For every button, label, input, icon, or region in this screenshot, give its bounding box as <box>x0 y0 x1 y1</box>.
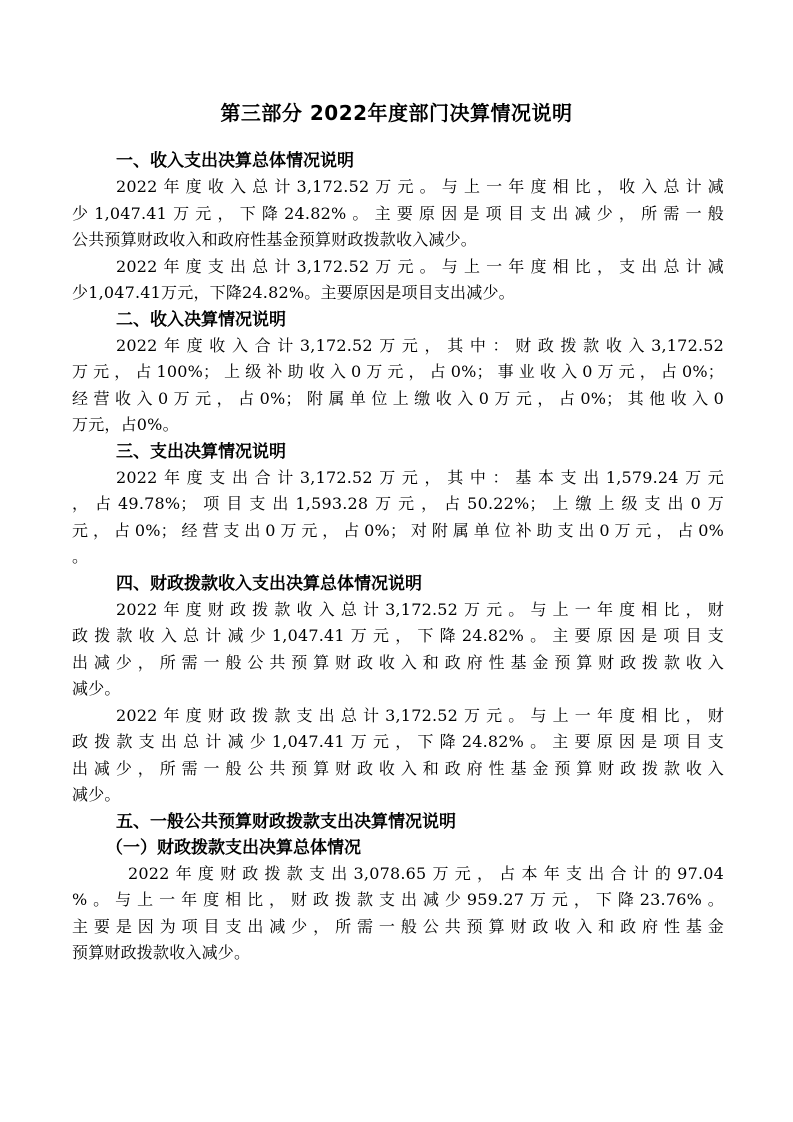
paragraph-line: 2022年度支出总计3,172.52万元。与上一年度相比，支出总计减 <box>116 256 724 276</box>
section-heading: 五、一般公共预算财政拨款支出决算情况说明 <box>116 811 456 832</box>
paragraph-line: 少1,047.41万元，下降24.82%。主要原因是项目支出减少，所需一般 <box>72 203 724 223</box>
paragraph-line: 出减少，所需一般公共预算财政收入和政府性基金预算财政拨款收入 <box>72 758 724 778</box>
section-heading: 二、收入决算情况说明 <box>116 309 286 330</box>
paragraph-line: 2022年度财政拨款支出总计3,172.52万元。与上一年度相比，财 <box>116 705 724 725</box>
paragraph-line: 经营收入0万元，占0%；附属单位上缴收入0万元，占0%；其他收入0 <box>72 388 724 408</box>
paragraph-line: 少1,047.41万元，下降24.82%。主要原因是项目支出减少。 <box>72 283 515 302</box>
paragraph-line: 万元，占100%；上级补助收入0万元，占0%；事业收入0万元，占0%； <box>72 362 724 381</box>
paragraph-line: 主要是因为项目支出减少，所需一般公共预算财政收入和政府性基金 <box>72 916 724 936</box>
paragraph-line: 万元，占0%。 <box>72 415 179 434</box>
section-heading: 三、支出决算情况说明 <box>116 441 286 462</box>
paragraph-line: ，占49.78%；项目支出1,593.28万元，占50.22%；上缴上级支出0万 <box>72 494 724 513</box>
document-body <box>72 148 724 967</box>
paragraph-line: 2022年度财政拨款支出3,078.65万元，占本年支出合计的97.04 <box>128 863 724 883</box>
paragraph-line: 。 <box>72 547 89 566</box>
paragraph-line: 减少。 <box>72 679 121 698</box>
section-heading: 一、收入支出决算总体情况说明 <box>116 151 354 171</box>
paragraph-line: 公共预算财政收入和政府性基金预算财政拨款收入减少。 <box>72 230 478 249</box>
page-title: 第三部分 2022年度部门决算情况说明 <box>220 101 573 125</box>
paragraph-line: 2022年度收入合计3,172.52万元，其中：财政拨款收入3,172.52 <box>116 335 724 355</box>
subsection-heading: （一）财政拨款支出决算总体情况 <box>106 837 361 858</box>
paragraph-line: %。与上一年度相比，财政拨款支出减少959.27万元，下降23.76%。 <box>72 890 724 909</box>
paragraph-line: 政拨款支出总计减少1,047.41万元，下降24.82%。主要原因是项目支 <box>72 732 724 751</box>
paragraph-line: 减少。 <box>72 785 121 804</box>
section-heading: 四、财政拨款收入支出决算总体情况说明 <box>116 573 422 594</box>
paragraph-line: 2022年度收入总计3,172.52万元。与上一年度相比，收入总计减 <box>116 177 724 196</box>
paragraph-line: 政拨款收入总计减少1,047.41万元，下降24.82%。主要原因是项目支 <box>72 626 724 645</box>
paragraph-line: 2022年度财政拨款收入总计3,172.52万元。与上一年度相比，财 <box>116 599 724 619</box>
paragraph-line: 预算财政拨款收入减少。 <box>72 943 251 962</box>
paragraph-line: 出减少，所需一般公共预算财政收入和政府性基金预算财政拨款收入 <box>72 652 724 672</box>
paragraph-line: 2022年度支出合计3,172.52万元，其中：基本支出1,579.24万元 <box>116 467 724 487</box>
paragraph-line: 元，占0%；经营支出0万元，占0%；对附属单位补助支出0万元，占0% <box>72 520 724 540</box>
